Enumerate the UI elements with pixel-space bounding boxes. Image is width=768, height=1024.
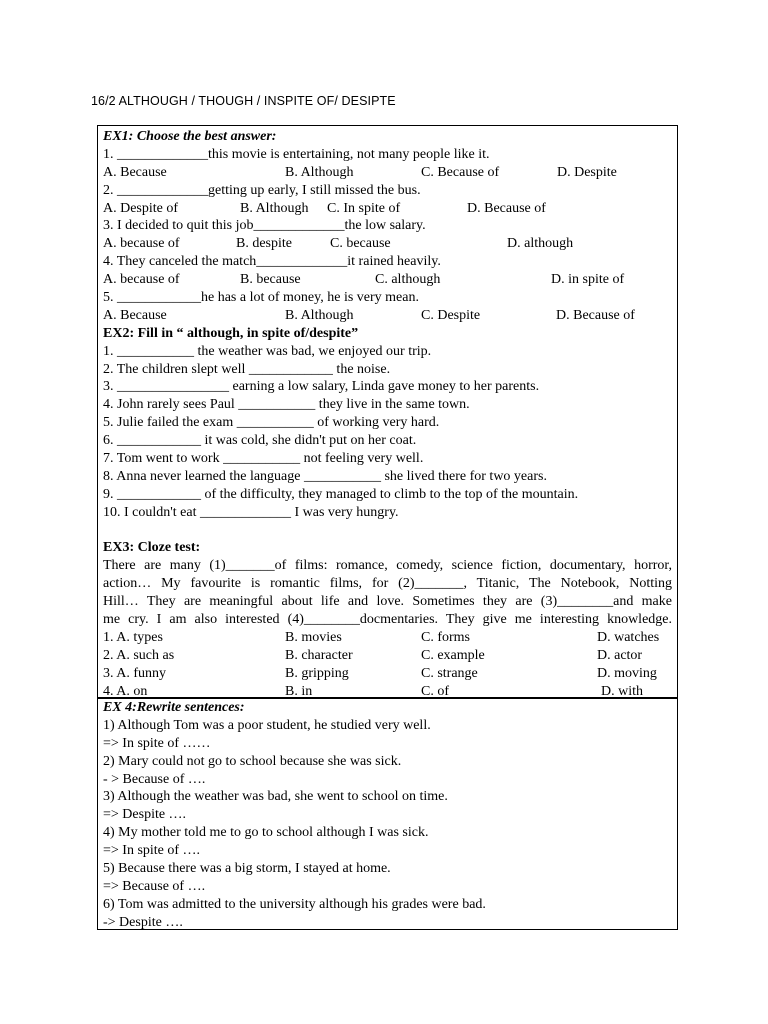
ex4-lines — [103, 717, 672, 932]
answer-option: D. Despite — [557, 164, 617, 180]
answer-option: C. because — [330, 236, 391, 252]
answer-option: C. of — [421, 683, 449, 699]
option-row — [103, 629, 672, 647]
answer-option: D. Because of — [467, 200, 546, 216]
exercise-box-1-3 — [97, 125, 678, 699]
fill-in-item: 2. The children slept well ____________ the noise. — [103, 361, 391, 377]
answer-option: D. with — [601, 683, 643, 699]
option-row — [103, 271, 672, 289]
ex2-heading: EX2: Fill in “ although, in spite of/despite” — [103, 325, 359, 341]
rewrite-line: 1) Although Tom was a poor student, he studied very well. — [103, 717, 431, 733]
answer-option: A. Because — [103, 164, 167, 180]
answer-option: C. Because of — [421, 164, 500, 180]
answer-option: B. movies — [285, 629, 342, 645]
ex1-questions — [103, 146, 672, 325]
option-row — [103, 200, 672, 218]
answer-option: C. In spite of — [327, 200, 401, 216]
rewrite-line: - > Because of …. — [103, 771, 206, 787]
answer-option: D. moving — [597, 665, 657, 681]
question-text: 2. _____________getting up early, I still missed the bus. — [103, 182, 421, 198]
answer-option: A. Because — [103, 307, 167, 323]
answer-option: D. although — [507, 236, 574, 252]
option-row — [103, 647, 672, 665]
exercise-box-4 — [97, 697, 678, 930]
answer-option: 1. A. types — [103, 629, 163, 645]
rewrite-line: => Despite …. — [103, 807, 187, 823]
answer-option: D. watches — [597, 629, 660, 645]
answer-option: C. strange — [421, 665, 478, 681]
fill-in-item: 1. ___________ the weather was bad, we enjoyed our trip. — [103, 343, 432, 359]
answer-option: B. gripping — [285, 665, 349, 681]
ex4-heading: EX 4:Rewrite sentences: — [103, 700, 245, 715]
ex3-options — [103, 629, 672, 701]
question-text: 3. I decided to quit this job_____________the low salary. — [103, 218, 426, 234]
answer-option: C. example — [421, 647, 485, 663]
answer-option: 2. A. such as — [103, 647, 175, 663]
document-title: 16/2 ALTHOUGH / THOUGH / INSPITE OF/ DESIPTE — [91, 94, 396, 108]
option-row — [103, 235, 672, 253]
answer-option: B. character — [285, 647, 353, 663]
question-text: 1. _____________this movie is entertaining, not many people like it. — [103, 146, 490, 162]
answer-option: 4. A. on — [103, 683, 148, 699]
ex3-passage — [103, 557, 672, 629]
rewrite-line: 5) Because there was a big storm, I stayed at home. — [103, 861, 391, 877]
answer-option: C. forms — [421, 629, 470, 645]
answer-option: D. in spite of — [551, 272, 625, 288]
rewrite-line: => In spite of …. — [103, 843, 201, 859]
answer-option: C. Despite — [421, 307, 481, 323]
fill-in-item: 3. ________________ earning a low salary, Linda gave money to her parents. — [103, 379, 540, 395]
fill-in-item: 9. ____________ of the difficulty, they managed to climb to the top of the mountain. — [103, 486, 579, 502]
passage-line: Hill… They are meaningful about life and love. Sometimes they are (3)________and make — [103, 594, 672, 610]
answer-option: B. in — [285, 683, 313, 699]
ex3-heading: EX3: Cloze test: — [103, 540, 201, 556]
passage-line: me cry. I am also interested (4)________docmentaries. They give me interesting knowledge. — [103, 612, 672, 628]
rewrite-line: 4) My mother told me to go to school although I was sick. — [103, 825, 429, 841]
answer-option: 3. A. funny — [103, 665, 166, 681]
fill-in-item: 8. Anna never learned the language ___________ she lived there for two years. — [103, 468, 547, 484]
answer-option: D. actor — [597, 647, 643, 663]
rewrite-line: => Because of …. — [103, 878, 206, 894]
answer-option: A. because of — [103, 236, 180, 252]
answer-option: A. Despite of — [103, 200, 179, 216]
answer-option: C. although — [375, 272, 441, 288]
fill-in-item: 6. ____________ it was cold, she didn't put on her coat. — [103, 433, 417, 449]
rewrite-line: => In spite of …… — [103, 735, 211, 751]
fill-in-item: 5. Julie failed the exam ___________ of working very hard. — [103, 415, 440, 431]
spacer — [103, 522, 672, 540]
question-text: 5. ____________he has a lot of money, he is very mean. — [103, 290, 419, 306]
answer-option: B. Although — [240, 200, 309, 216]
answer-option: A. because of — [103, 272, 180, 288]
fill-in-item: 10. I couldn't eat _____________ I was very hungry. — [103, 504, 399, 520]
option-row — [103, 164, 672, 182]
ex2-items — [103, 343, 672, 522]
fill-in-item: 7. Tom went to work ___________ not feeling very well. — [103, 451, 424, 467]
option-row — [103, 665, 672, 683]
question-text: 4. They canceled the match_____________it rained heavily. — [103, 254, 441, 270]
answer-option: B. Although — [285, 307, 354, 323]
rewrite-line: 6) Tom was admitted to the university although his grades were bad. — [103, 896, 486, 912]
rewrite-line: 2) Mary could not go to school because she was sick. — [103, 753, 402, 769]
answer-option: B. because — [240, 272, 301, 288]
answer-option: D. Because of — [556, 307, 635, 323]
option-row — [103, 307, 672, 325]
rewrite-line: 3) Although the weather was bad, she went to school on time. — [103, 789, 448, 805]
passage-line: action… My favourite is romantic films, for (2)_______, Titanic, The Notebook, Notting — [103, 576, 672, 592]
rewrite-line: -> Despite …. — [103, 914, 183, 930]
answer-option: B. despite — [236, 236, 292, 252]
passage-line: There are many (1)_______of films: romance, comedy, science fiction, documentary, horror, — [103, 558, 672, 574]
answer-option: B. Although — [285, 164, 354, 180]
fill-in-item: 4. John rarely sees Paul ___________ they live in the same town. — [103, 397, 470, 413]
ex1-heading: EX1: Choose the best answer: — [103, 129, 277, 144]
